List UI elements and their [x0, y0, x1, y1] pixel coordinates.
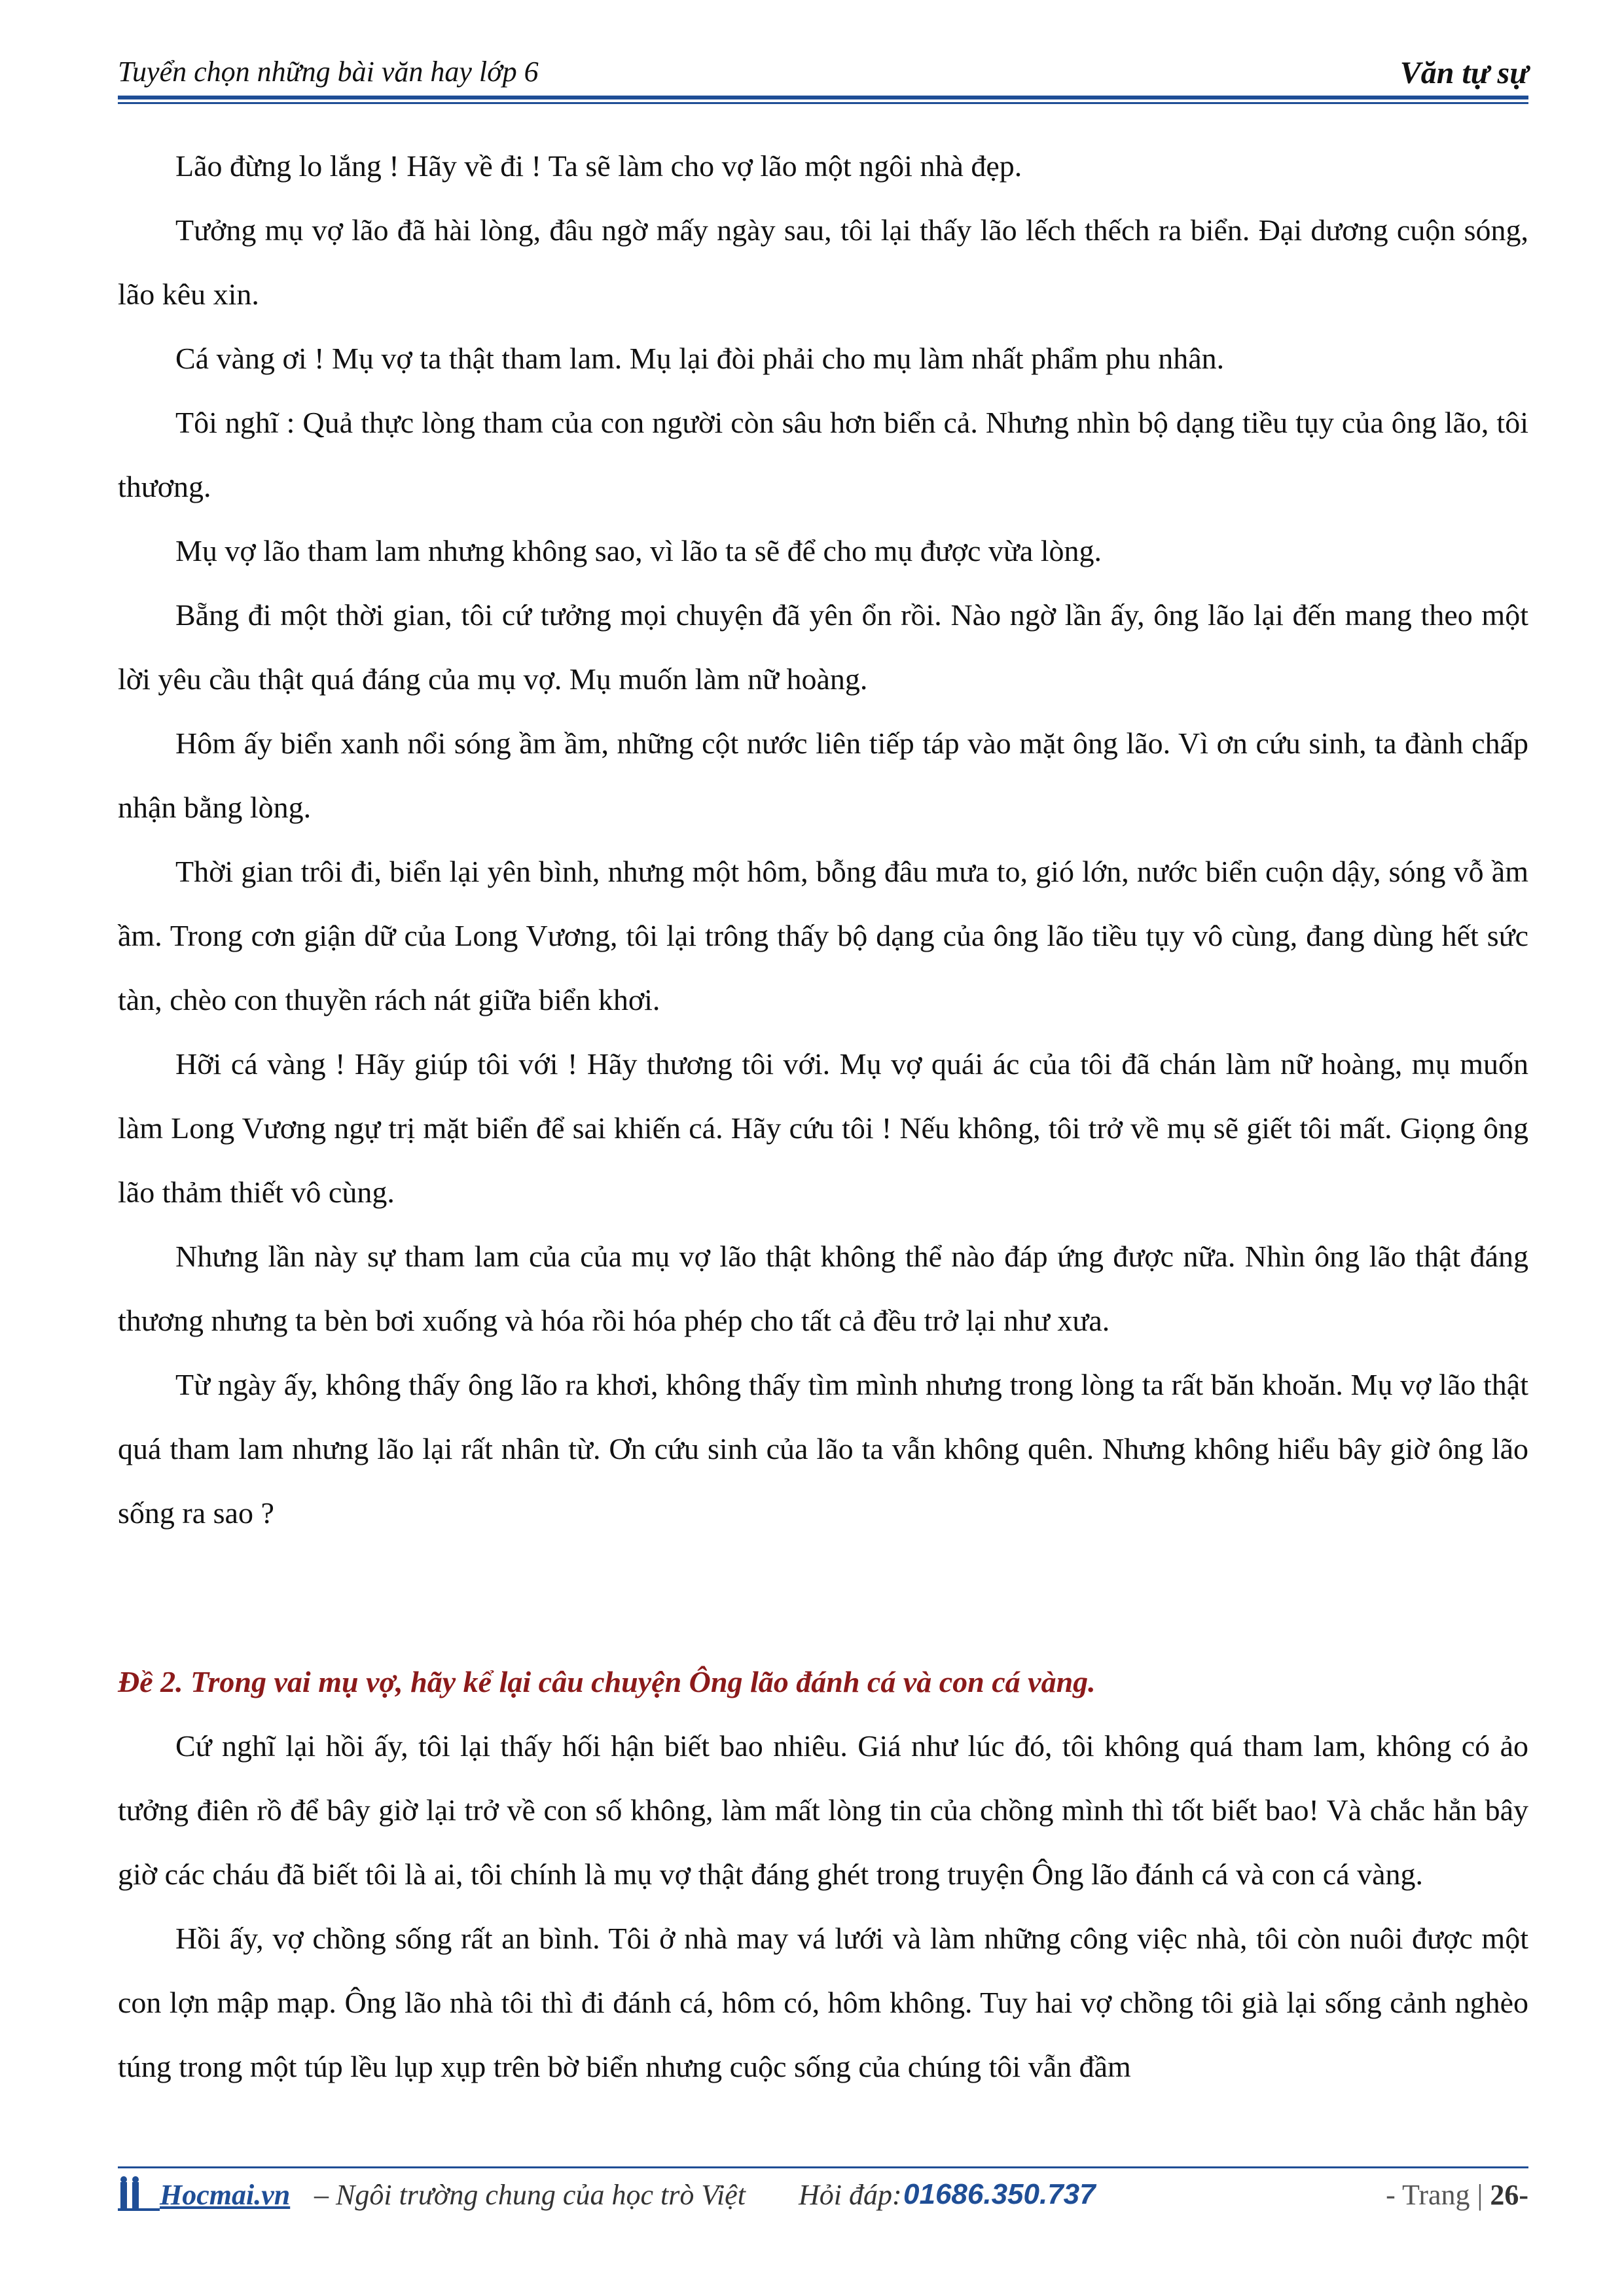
footer-contact-label: Hỏi đáp: [799, 2179, 902, 2211]
hocmai-logo-icon [118, 2176, 164, 2212]
page-footer [118, 2172, 1528, 2224]
paragraph: Cá vàng ơi ! Mụ vợ ta thật tham lam. Mụ lại đòi phải cho mụ làm nhất phẩm phu nhân. [175, 342, 1225, 375]
paragraph: Bẵng đi một thời gian, tôi cứ tưởng mọi chuyện đã yên ổn rồi. Nào ngờ lần ấy, ông lão lại đến mang theo một lời yêu cầu thật quá đáng của mụ vợ. Mụ muốn làm nữ hoàng. [118, 598, 1528, 696]
section-gap [118, 1545, 1528, 1650]
paragraph: Tôi nghĩ : Quả thực lòng tham của con người còn sâu hơn biển cả. Nhưng nhìn bộ dạng tiều tụy của ông lão, tôi thương. [118, 406, 1528, 503]
footer-slogan: – Ngôi trường chung của học trò Việt [314, 2179, 746, 2211]
document-body [118, 134, 1528, 2099]
paragraph: Hồi ấy, vợ chồng sống rất an bình. Tôi ở nhà may vá lưới và làm những công việc nhà, tôi còn nuôi được một con lợn mập mạp. Ông lão nhà tôi thì đi đánh cá, hôm có, hôm không. Tuy hai vợ chồng tôi già lại sống cảnh nghèo túng trong một túp lều lụp xụp trên bờ biển nhưng cuộc sống của chúng tôi vẫn đầm [118, 1922, 1528, 2083]
paragraph: Cứ nghĩ lại hồi ấy, tôi lại thấy hối hận biết bao nhiêu. Giá như lúc đó, tôi không quá tham lam, không có ảo tưởng điên rồ để bây giờ lại trở về con số không, làm mất lòng tin của chồng mình thì tốt biết bao! Và chắc hẳn bây giờ các cháu đã biết tôi là ai, tôi chính là mụ vợ thật đáng ghét trong truyện Ông lão đánh cá và con cá vàng. [118, 1729, 1528, 1891]
paragraph: Mụ vợ lão tham lam nhưng không sao, vì lão ta sẽ để cho mụ được vừa lòng. [175, 534, 1102, 567]
header-section-title: Văn tự sự [1399, 56, 1528, 90]
paragraph: Tưởng mụ vợ lão đã hài lòng, đâu ngờ mấy ngày sau, tôi lại thấy lão lếch thếch ra biển. Đại dương cuộn sóng, lão kêu xin. [118, 213, 1528, 311]
page-number-value: 26- [1490, 2179, 1528, 2211]
footer-rule [118, 2166, 1528, 2168]
header-rule [118, 96, 1528, 99]
paragraph: Hôm ấy biển xanh nổi sóng ầm ầm, những cột nước liên tiếp táp vào mặt ông lão. Vì ơn cứu sinh, ta đành chấp nhận bằng lòng. [118, 726, 1528, 824]
footer-site-link[interactable]: Hocmai.vn [160, 2179, 291, 2211]
section-heading: Đề 2. Trong vai mụ vợ, hãy kể lại câu chuyện Ông lão đánh cá và con cá vàng. [118, 1665, 1096, 1698]
paragraph: Lão đừng lo lắng ! Hãy về đi ! Ta sẽ làm cho vợ lão một ngôi nhà đẹp. [175, 149, 1022, 183]
footer-phone: 01686.350.737 [903, 2178, 1096, 2210]
paragraph: Thời gian trôi đi, biển lại yên bình, nhưng một hôm, bỗng đâu mưa to, gió lớn, nước biển cuộn dậy, sóng vỗ ầm ầm. Trong cơn giận dữ của Long Vương, tôi lại trông thấy bộ dạng của ông lão tiều tụy vô cùng, đang dùng hết sức tàn, chèo con thuyền rách nát giữa biển khơi. [118, 855, 1528, 1016]
header-book-title: Tuyển chọn những bài văn hay lớp 6 [118, 56, 539, 88]
page-prefix: - Trang | [1386, 2179, 1483, 2211]
page-header [118, 55, 1528, 94]
paragraph: Từ ngày ấy, không thấy ông lão ra khơi, không thấy tìm mình nhưng trong lòng ta rất băn khoăn. Mụ vợ lão thật quá tham lam nhưng lão lại rất nhân từ. Ơn cứu sinh của lão ta vẫn không quên. Nhưng không hiểu bây giờ ông lão sống ra sao ? [118, 1368, 1528, 1530]
header-rule-thin [118, 102, 1528, 104]
page-number [1386, 2178, 1528, 2212]
paragraph: Nhưng lần này sự tham lam của của mụ vợ lão thật không thể nào đáp ứng được nữa. Nhìn ông lão thật đáng thương nhưng ta bèn bơi xuống và hóa rồi hóa phép cho tất cả đều trở lại như xưa. [118, 1240, 1528, 1337]
paragraph: Hỡi cá vàng ! Hãy giúp tôi với ! Hãy thương tôi với. Mụ vợ quái ác của tôi đã chán làm nữ hoàng, mụ muốn làm Long Vương ngự trị mặt biển để sai khiến cá. Hãy cứu tôi ! Nếu không, tôi trở về mụ sẽ giết tôi mất. Giọng ông lão thảm thiết vô cùng. [118, 1047, 1528, 1209]
